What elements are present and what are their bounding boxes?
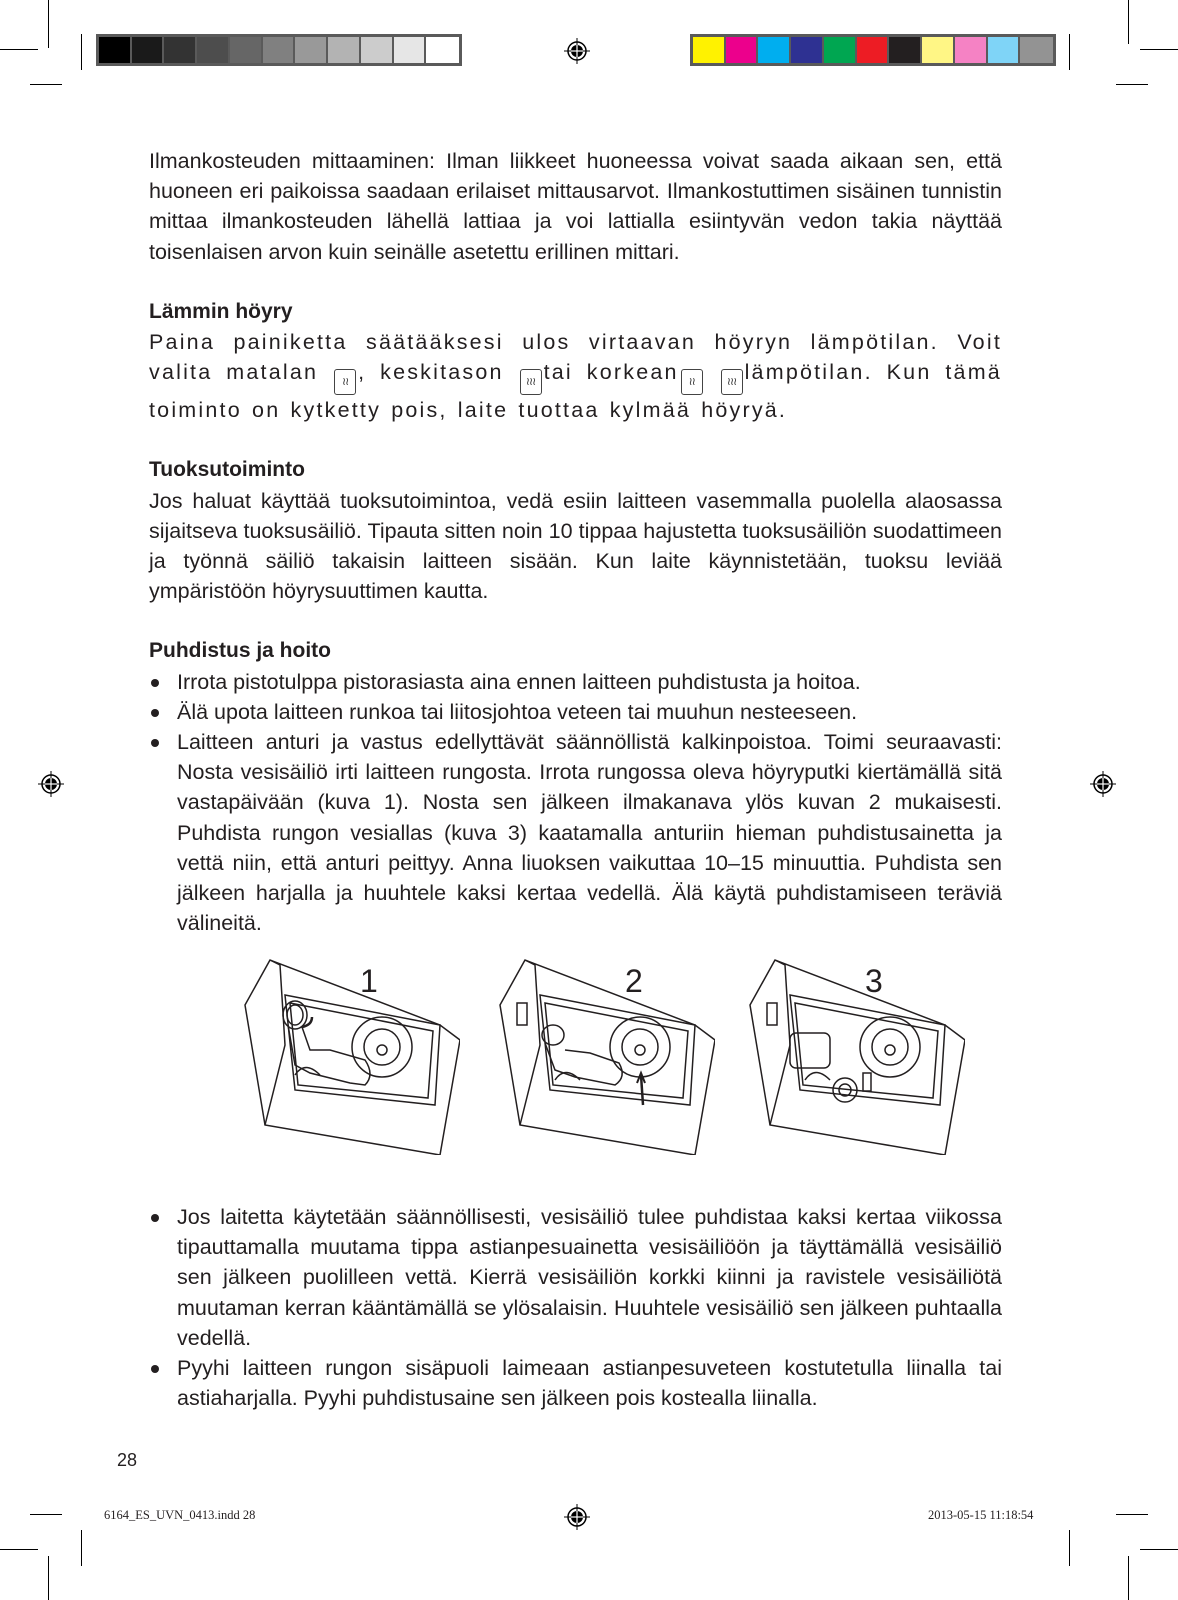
crop-mark (1128, 0, 1129, 44)
list-item: Jos laitetta käytetään säännöllisesti, vesisäiliö tulee puhdistaa kaksi kertaa viikossa tipauttamalla muutama tippa astianpesuainetta vesisäiliöön ja täyttämällä vesisäiliö sen jälkeen puolilleen vettä. Kierrä vesisäiliön korkki kiinni ja ravistele vesisäiliötä muutaman kerran kääntämällä se ylösalaisin. Huuhtele vesisäiliö sen jälkeen puhtaalla vedellä. (149, 1202, 1002, 1353)
high-heat-icon-mid-part: ≀≀≀ (721, 369, 743, 395)
color-swatch (328, 37, 361, 63)
color-swatch (263, 37, 296, 63)
color-swatch (889, 37, 922, 63)
color-swatch (791, 37, 824, 63)
color-swatch (197, 37, 230, 63)
crop-mark (0, 1549, 38, 1550)
low-heat-icon: ≀≀ (334, 369, 356, 395)
warm-steam-paragraph (149, 327, 1002, 425)
cleaning-figures (240, 955, 960, 1155)
color-swatch (758, 37, 791, 63)
figure-number: 3 (865, 963, 883, 999)
slug-timestamp: 2013-05-15 11:18:54 (928, 1508, 1034, 1522)
humidifier-steam-pipe-illustration (240, 955, 460, 1155)
color-swatch (726, 37, 759, 63)
color-swatch (824, 37, 857, 63)
page-body (149, 146, 1002, 938)
crop-mark (1069, 1530, 1070, 1566)
section-heading-cleaning: Puhdistus ja hoito (149, 639, 331, 663)
grayscale-calibration-bar (96, 34, 462, 66)
figure-number: 2 (625, 963, 643, 999)
registration-mark-icon (1090, 771, 1116, 797)
figure-1 (240, 955, 460, 1155)
warm-steam-text: lämpötilan. Kun tämä toiminto on kytketty pois, laite tuottaa kylmää höyryä. (149, 360, 1002, 423)
crop-mark (1069, 34, 1070, 70)
color-swatch (857, 37, 890, 63)
color-swatch (99, 37, 132, 63)
crop-mark (0, 49, 38, 50)
list-item: Pyyhi laitteen rungon sisäpuoli laimeaan astianpesuveteen kostutetulla liinalla tai astiaharjalla. Pyyhi puhdistusaine sen jälkeen pois kostealla liinalla. (149, 1353, 1002, 1413)
crop-mark (1140, 49, 1178, 50)
figure-number: 1 (360, 963, 378, 999)
crop-mark (1128, 1556, 1129, 1600)
aroma-paragraph: Jos haluat käyttää tuoksutoimintoa, vedä esiin laitteen vasemmalla puolella alaosassa sijaitseva tuoksusäiliö. Tipauta sitten noin 10 tippaa hajustetta tuoksusäiliön suodattimeen ja työnnä säiliö takaisin laitteen sisään. Kun laite käynnistetään, tuoksu leviää ympäristöön höyrysuuttimen kautta. (149, 488, 1002, 604)
section-heading-warm-steam: Lämmin höyry (149, 299, 293, 323)
color-swatch (693, 37, 726, 63)
crop-mark (30, 84, 62, 85)
registration-mark-icon (564, 38, 590, 64)
color-swatch (361, 37, 394, 63)
crop-mark (48, 1556, 49, 1600)
color-swatch (230, 37, 263, 63)
color-swatch (394, 37, 427, 63)
color-swatch (164, 37, 197, 63)
page-body-continued (149, 1202, 1002, 1413)
crop-mark (30, 1514, 62, 1515)
crop-mark (1140, 1549, 1178, 1550)
crop-mark (1116, 1514, 1148, 1515)
crop-mark (81, 1530, 82, 1566)
color-swatch (426, 37, 459, 63)
page-number: 28 (117, 1450, 138, 1470)
cleaning-list-bottom (149, 1202, 1002, 1413)
color-swatch (1020, 37, 1053, 63)
color-swatch (295, 37, 328, 63)
color-calibration-bar (690, 34, 1056, 66)
registration-mark-icon (564, 1504, 590, 1530)
list-item: Irrota pistotulppa pistorasiasta aina ennen laitteen puhdistusta ja hoitoa. (149, 667, 1002, 697)
slug-filename: 6164_ES_UVN_0413.indd 28 (104, 1508, 256, 1522)
crop-mark (48, 0, 49, 48)
warm-steam-text: Paina painiketta säätääksesi ulos virtaavan höyryn lämpötilan. Voit valita matalan (149, 330, 1002, 385)
figure-2 (495, 955, 715, 1155)
color-swatch (922, 37, 955, 63)
registration-mark-icon (38, 771, 64, 797)
figure-3 (745, 955, 965, 1155)
crop-mark (1116, 84, 1148, 85)
list-item: Älä upota laitteen runkoa tai liitosjohtoa veteen tai muuhun nesteeseen. (149, 697, 1002, 727)
list-item: Laitteen anturi ja vastus edellyttävät säännöllistä kalkinpoistoa. Toimi seuraavasti: Nosta vesisäiliö irti laitteen rungosta. Irrota rungossa oleva höyryputki kiertämällä sitä vastapäivään (kuva 1). Nosta sen jälkeen ilmakanava ylös kuvan 2 mukaisesti. Puhdista rungon vesiallas (kuva 3) kaatamalla anturiin hieman puhdistusainetta ja vettä niin, että anturi peittyy. Anna liuoksen vaikuttaa 10–15 minuuttia. Puhdista sen jälkeen harjalla ja huuhtele kaksi kertaa vedellä. Älä käytä puhdistamiseen teräviä välineitä. (149, 727, 1002, 938)
color-swatch (955, 37, 988, 63)
intro-paragraph: Ilmankosteuden mittaaminen: Ilman liikkeet huoneessa voivat saada aikaan sen, että huoneen eri paikoissa saadaan erilaiset mittausarvot. Ilmankostuttimen sisäinen tunnistin mittaa ilmankosteuden lähellä lattiaa ja voi lattialla esiintyvän vedon takia näyttää toisenlaisen arvon kuin seinälle asetettu erillinen mittari. (149, 149, 1002, 264)
warm-steam-text: tai korkean (543, 360, 679, 385)
warm-steam-text: , keskitason (358, 360, 504, 385)
high-heat-icon-low-part: ≀≀ (681, 369, 703, 395)
section-heading-aroma: Tuoksutoiminto (149, 458, 305, 482)
mid-heat-icon: ≀≀≀ (520, 369, 542, 395)
humidifier-air-duct-illustration (495, 955, 715, 1155)
color-swatch (132, 37, 165, 63)
crop-mark (81, 34, 82, 70)
cleaning-list-top (149, 667, 1002, 939)
color-swatch (988, 37, 1021, 63)
humidifier-water-basin-illustration (745, 955, 965, 1155)
